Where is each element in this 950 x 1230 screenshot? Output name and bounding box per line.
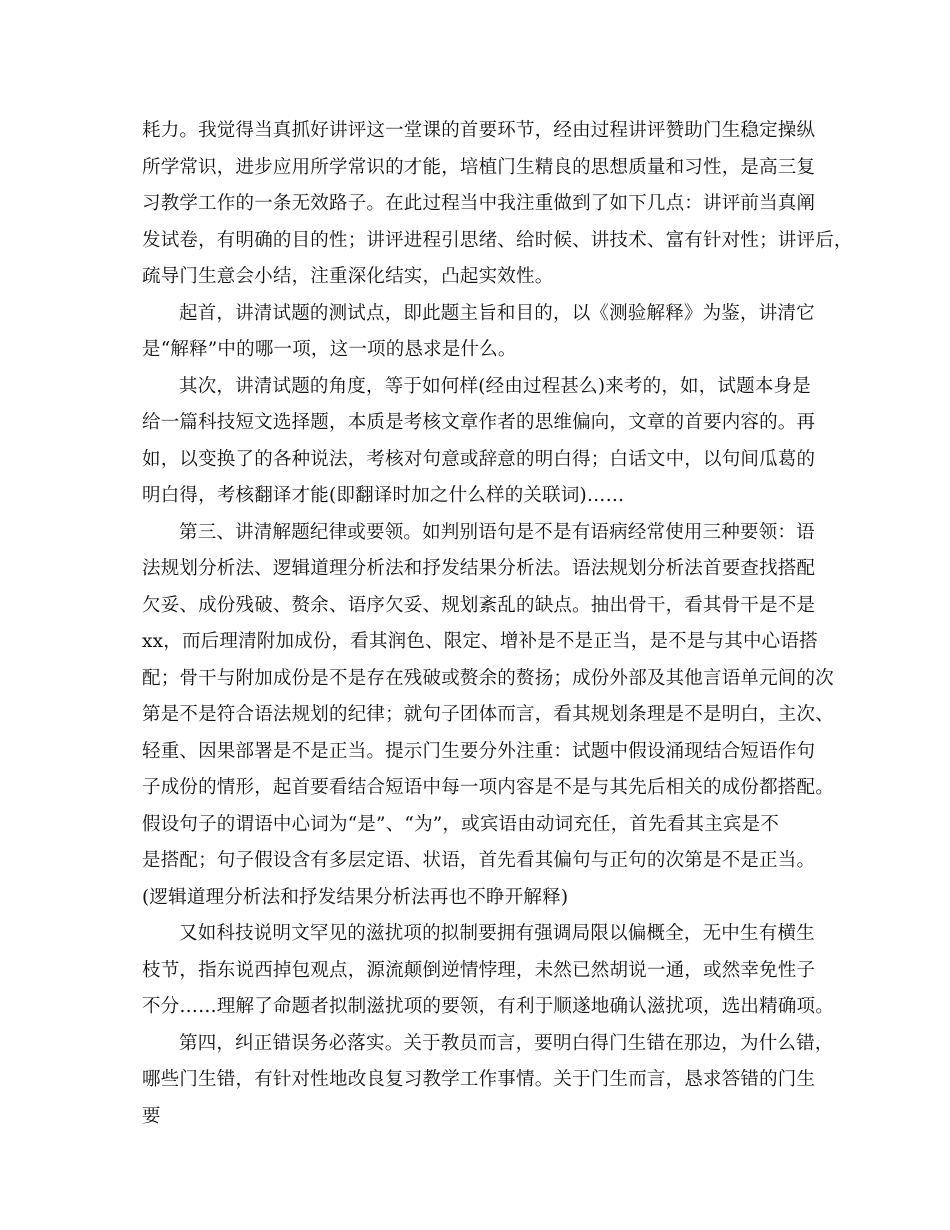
text-line: xx，而后理清附加成份，看其润色、限定、增补是不是正当，是不是与其中心语搭 (142, 631, 818, 652)
text-line: 要 (142, 1105, 161, 1127)
text-line: 配；骨干与附加成份是不是存在残破或赘余的赘扬；成份外部及其他言语单元间的次 (142, 667, 834, 689)
text-line: 给一篇科技短文选择题，本质是考核文章作者的思维偏向，文章的首要内容的。再 (142, 412, 816, 433)
text-line: 发试卷，有明确的目的性；讲评进程引思绪、给时候、讲技术、富有针对性；讲评后， (142, 229, 853, 251)
paragraph-start-line: 其次，讲清试题的角度，等于如何样(经由过程甚么)来考的，如，试题本身是 (179, 375, 811, 397)
text-line: (逻辑道理分析法和抒发结果分析法再也不睁开解释) (142, 886, 569, 908)
text-line: 所学常识，进步应用所学常识的才能，培植门生精良的思想质量和习性，是高三复 (142, 156, 816, 178)
text-line: 法规划分析法、逻辑道理分析法和抒发结果分析法。语法规划分析法首要查找搭配 (142, 558, 816, 579)
text-line: 是“解释”中的哪一项，这一项的恳求是什么。 (142, 339, 517, 360)
text-line: 耗力。我觉得当真抓好讲评这一堂课的首要环节，经由过程讲评赞助门生稳定操纵 (142, 120, 816, 141)
text-line: 如，以变换了的各种说法，考核对句意或辞意的明白得；白话文中，以句间瓜葛的 (142, 448, 816, 470)
paragraph-start-line: 又如科技说明文罕见的滋扰项的拟制要拥有强调局限以偏概全，无中生有横生 (179, 923, 815, 944)
text-line: 轻重、因果部署是不是正当。提示门生要分外注重：试题中假设涌现结合短语作句 (142, 740, 816, 762)
text-line: 哪些门生错，有针对性地改良复习教学工作事情。关于门生而言，恳求答错的门生 (142, 1069, 816, 1090)
paragraph-start-line: 起首，讲清试题的测试点，即此题主旨和目的，以《测验解释》为鉴，讲清它 (179, 302, 815, 324)
text-line: 明白得，考核翻译才能(即翻译时加之什么样的关联词)…… (142, 485, 625, 506)
text-line: 疏导门生意会小结，注重深化结实，凸起实效性。 (142, 266, 554, 287)
paragraph-start-line: 第四，纠正错误务必落实。关于教员而言，要明白得门生错在那边，为什么错， (179, 1032, 834, 1054)
text-line: 欠妥、成份残破、赘余、语序欠妥、规划紊乱的缺点。抽出骨干，看其骨干是不是 (142, 594, 816, 616)
text-line: 是搭配；句子假设含有多层定语、状语，首先看其偏句与正句的次第是不是正当。 (142, 850, 816, 871)
text-line: 不分……理解了命题者拟制滋扰项的要领，有利于顺遂地确认滋扰项，选出精确项。 (142, 996, 834, 1017)
text-line: 假设句子的谓语中心词为“是”、“为”，或宾语由动词充任，首先看其主宾是不 (142, 813, 780, 835)
text-line: 第是不是符合语法规划的纪律；就句子团体而言，看其规划条理是不是明白，主次、 (142, 704, 834, 725)
text-line: 习教学工作的一条无效路子。在此过程当中我注重做到了如下几点：讲评前当真阐 (142, 193, 816, 214)
body-text (142, 113, 853, 1135)
text-line: 子成份的情形，起首要看结合短语中每一项内容是不是与其先后相关的成份都搭配。 (142, 777, 834, 798)
text-line: 枝节，指东说西掉包观点，源流颠倒逆情悖理，未然已然胡说一通，或然幸免性子 (142, 959, 816, 981)
paragraph-start-line: 第三、讲清解题纪律或要领。如判别语句是不是有语病经常使用三种要领：语 (179, 521, 815, 543)
